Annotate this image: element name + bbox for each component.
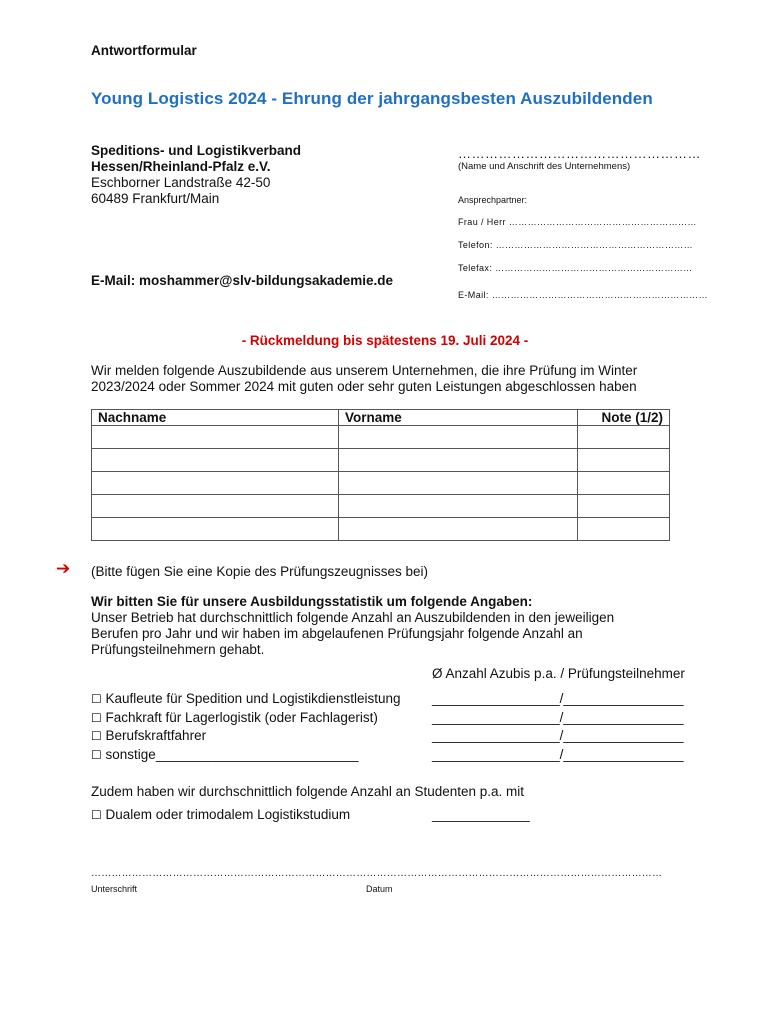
- lastname-cell[interactable]: [92, 495, 339, 518]
- statistics-text: Unser Betrieb hat durchschnittlich folgende Anzahl an Auszubildenden in den jeweiligen Berufen pro Jahr und wir haben im abgelaufenen Prüfungsjahr folgende Anzahl an Prüfungsteilnehmern gehabt.: [91, 610, 615, 657]
- count-field-spedition[interactable]: _________________/________________: [432, 691, 684, 706]
- grade-cell[interactable]: [578, 426, 670, 449]
- count-field-lagerlogistik[interactable]: _________________/________________: [432, 710, 684, 725]
- checkbox-label: Dualem oder trimodalem Logistikstudium: [105, 807, 351, 822]
- checkbox-label: Berufskraftfahrer: [105, 728, 207, 743]
- grade-cell[interactable]: [578, 472, 670, 495]
- sender-name-line2: Hessen/Rheinland-Pfalz e.V.: [91, 159, 271, 174]
- checkbox-label: Kaufleute für Spedition und Logistikdienstleistung: [105, 691, 401, 706]
- count-field-sonstige[interactable]: _________________/________________: [432, 747, 684, 762]
- signature-label: Unterschrift: [91, 884, 138, 894]
- grade-cell[interactable]: [578, 518, 670, 541]
- contact-name-field[interactable]: Frau / Herr ……………………………………………………: [458, 217, 697, 227]
- checkbox-item-lagerlogistik[interactable]: [91, 710, 378, 726]
- table-row: [92, 518, 670, 541]
- sender-street: Eschborner Landstraße 42-50: [91, 175, 271, 190]
- grade-cell[interactable]: [578, 495, 670, 518]
- lastname-cell[interactable]: [92, 518, 339, 541]
- deadline-notice: - Rückmeldung bis spätestens 19. Juli 2024 -: [241, 333, 529, 348]
- contact-phone-field[interactable]: Telefon: ………………………………………………………: [458, 240, 694, 250]
- checkbox-item-spedition[interactable]: [91, 691, 400, 707]
- checkbox-label: Fachkraft für Lagerlogistik (oder Fachlagerist): [105, 710, 378, 725]
- students-text: Zudem haben wir durchschnittlich folgende Anzahl an Studenten p.a. mit: [91, 784, 525, 799]
- intro-text: Wir melden folgende Auszubildende aus unserem Unternehmen, die ihre Prüfung im Winter 2023/2024 oder Sommer 2024 mit guten oder sehr guten Leistungen abgeschlossen haben: [91, 363, 638, 394]
- arrow-right-icon: ➔: [56, 559, 71, 579]
- date-label: Datum: [366, 884, 393, 894]
- count-field-studium[interactable]: _____________: [432, 807, 530, 822]
- lastname-cell[interactable]: [92, 449, 339, 472]
- firstname-cell[interactable]: [339, 495, 578, 518]
- lastname-cell[interactable]: [92, 426, 339, 449]
- firstname-cell[interactable]: [339, 472, 578, 495]
- checkbox-icon[interactable]: ☐: [91, 729, 102, 743]
- firstname-cell[interactable]: [339, 518, 578, 541]
- signature-line[interactable]: ……………………………………………………………………………………………………………………………………………………: [91, 868, 663, 879]
- sender-address: [91, 143, 421, 207]
- statistics-heading: Wir bitten Sie für unsere Ausbildungsstatistik um folgende Angaben:: [91, 594, 533, 609]
- sender-email: E-Mail: moshammer@slv-bildungsakademie.de: [91, 273, 393, 288]
- page-title: Young Logistics 2024 - Ehrung der jahrgangsbesten Auszubildenden: [91, 89, 653, 108]
- checkbox-icon[interactable]: ☐: [91, 711, 102, 725]
- table-row: [92, 449, 670, 472]
- form-label: Antwortformular: [91, 43, 197, 58]
- checkbox-icon[interactable]: ☐: [91, 748, 102, 762]
- firstname-cell[interactable]: [339, 426, 578, 449]
- sender-city: 60489 Frankfurt/Main: [91, 191, 220, 206]
- table-header-row: [92, 410, 670, 426]
- checkbox-label: sonstige___________________________: [105, 747, 359, 762]
- table-row: [92, 426, 670, 449]
- company-address-field[interactable]: ………………………………………………: [458, 146, 701, 161]
- company-address-caption: (Name und Anschrift des Unternehmens): [458, 161, 631, 172]
- checkbox-item-berufskraftfahrer[interactable]: [91, 728, 206, 744]
- column-header-firstname: Vorname: [339, 410, 578, 426]
- checkbox-item-studium[interactable]: [91, 807, 350, 823]
- contact-heading: Ansprechpartner:: [458, 195, 528, 205]
- trainee-table: [91, 409, 670, 541]
- contact-email-field[interactable]: E-Mail: ……………………………………………………………: [458, 290, 708, 300]
- sender-name-line1: Speditions- und Logistikverband: [91, 143, 302, 158]
- copy-certificate-note: (Bitte fügen Sie eine Kopie des Prüfungszeugnisses bei): [91, 564, 428, 579]
- table-row: [92, 472, 670, 495]
- lastname-cell[interactable]: [92, 472, 339, 495]
- count-field-berufskraftfahrer[interactable]: _________________/________________: [432, 728, 684, 743]
- statistics-column-header: Ø Anzahl Azubis p.a. / Prüfungsteilnehmer: [432, 666, 685, 681]
- contact-fax-field[interactable]: Telefax: ………………………………………………………: [458, 263, 693, 273]
- grade-cell[interactable]: [578, 449, 670, 472]
- checkbox-icon[interactable]: ☐: [91, 692, 102, 706]
- column-header-lastname: Nachname: [92, 410, 339, 426]
- table-row: [92, 495, 670, 518]
- checkbox-icon[interactable]: ☐: [91, 808, 102, 822]
- checkbox-item-sonstige[interactable]: [91, 747, 359, 763]
- firstname-cell[interactable]: [339, 449, 578, 472]
- column-header-grade: Note (1/2): [578, 410, 670, 426]
